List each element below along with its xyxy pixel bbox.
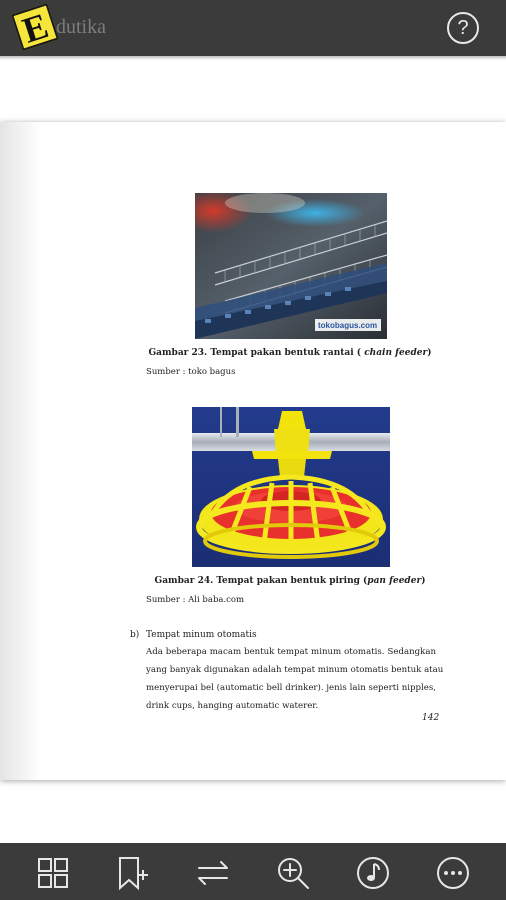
section-marker: b) — [130, 630, 140, 640]
top-app-bar — [0, 0, 506, 56]
zoom-in-icon — [275, 855, 311, 891]
zoom-button[interactable] — [275, 855, 311, 891]
figure-23-source: Sumber : toko bagus — [146, 367, 236, 377]
more-button[interactable] — [435, 855, 471, 891]
body-line: yang banyak digunakan adalah tempat minum otomatis bentuk atau — [146, 665, 444, 675]
photo-watermark: tokobagus.com — [318, 321, 378, 330]
help-button[interactable] — [447, 12, 479, 44]
figure-23-caption: Gambar 23. Tempat pakan bentuk rantai ( chain feeder) — [148, 348, 432, 358]
app-logo-text: dutika — [56, 16, 106, 38]
chain-feeder-photo — [195, 193, 387, 339]
swap-icon — [195, 855, 231, 891]
body-line: Ada beberapa macam bentuk tempat minum otomatis. Sedangkan — [146, 647, 436, 657]
add-bookmark-button[interactable] — [115, 855, 151, 891]
page-number: 142 — [422, 713, 440, 723]
app-logo — [11, 3, 59, 51]
section-title: Tempat minum otomatis — [146, 630, 257, 640]
logo-letter: E — [17, 5, 53, 51]
grid-icon — [35, 855, 71, 891]
body-line: menyerupai bel (automatic bell drinker). jenis lain seperti nipples, — [146, 683, 436, 693]
figure-24-caption: Gambar 24. Tempat pakan bentuk piring (pan feeder) — [154, 576, 426, 586]
pan-feeder-photo — [192, 407, 390, 567]
topbar-shadow — [0, 56, 506, 60]
body-line: drink cups, hanging automatic waterer. — [146, 701, 319, 711]
more-icon — [435, 855, 471, 891]
music-icon — [355, 855, 391, 891]
thumbnails-button[interactable] — [35, 855, 71, 891]
page-gutter-shadow — [0, 122, 40, 780]
help-icon: ? — [457, 17, 469, 39]
figure-24-source: Sumber : Ali baba.com — [146, 595, 245, 605]
page-direction-button[interactable] — [195, 855, 231, 891]
bottom-toolbar — [0, 843, 506, 900]
bookmark-add-icon — [115, 855, 151, 891]
book-page[interactable] — [0, 122, 506, 780]
audio-button[interactable] — [355, 855, 391, 891]
